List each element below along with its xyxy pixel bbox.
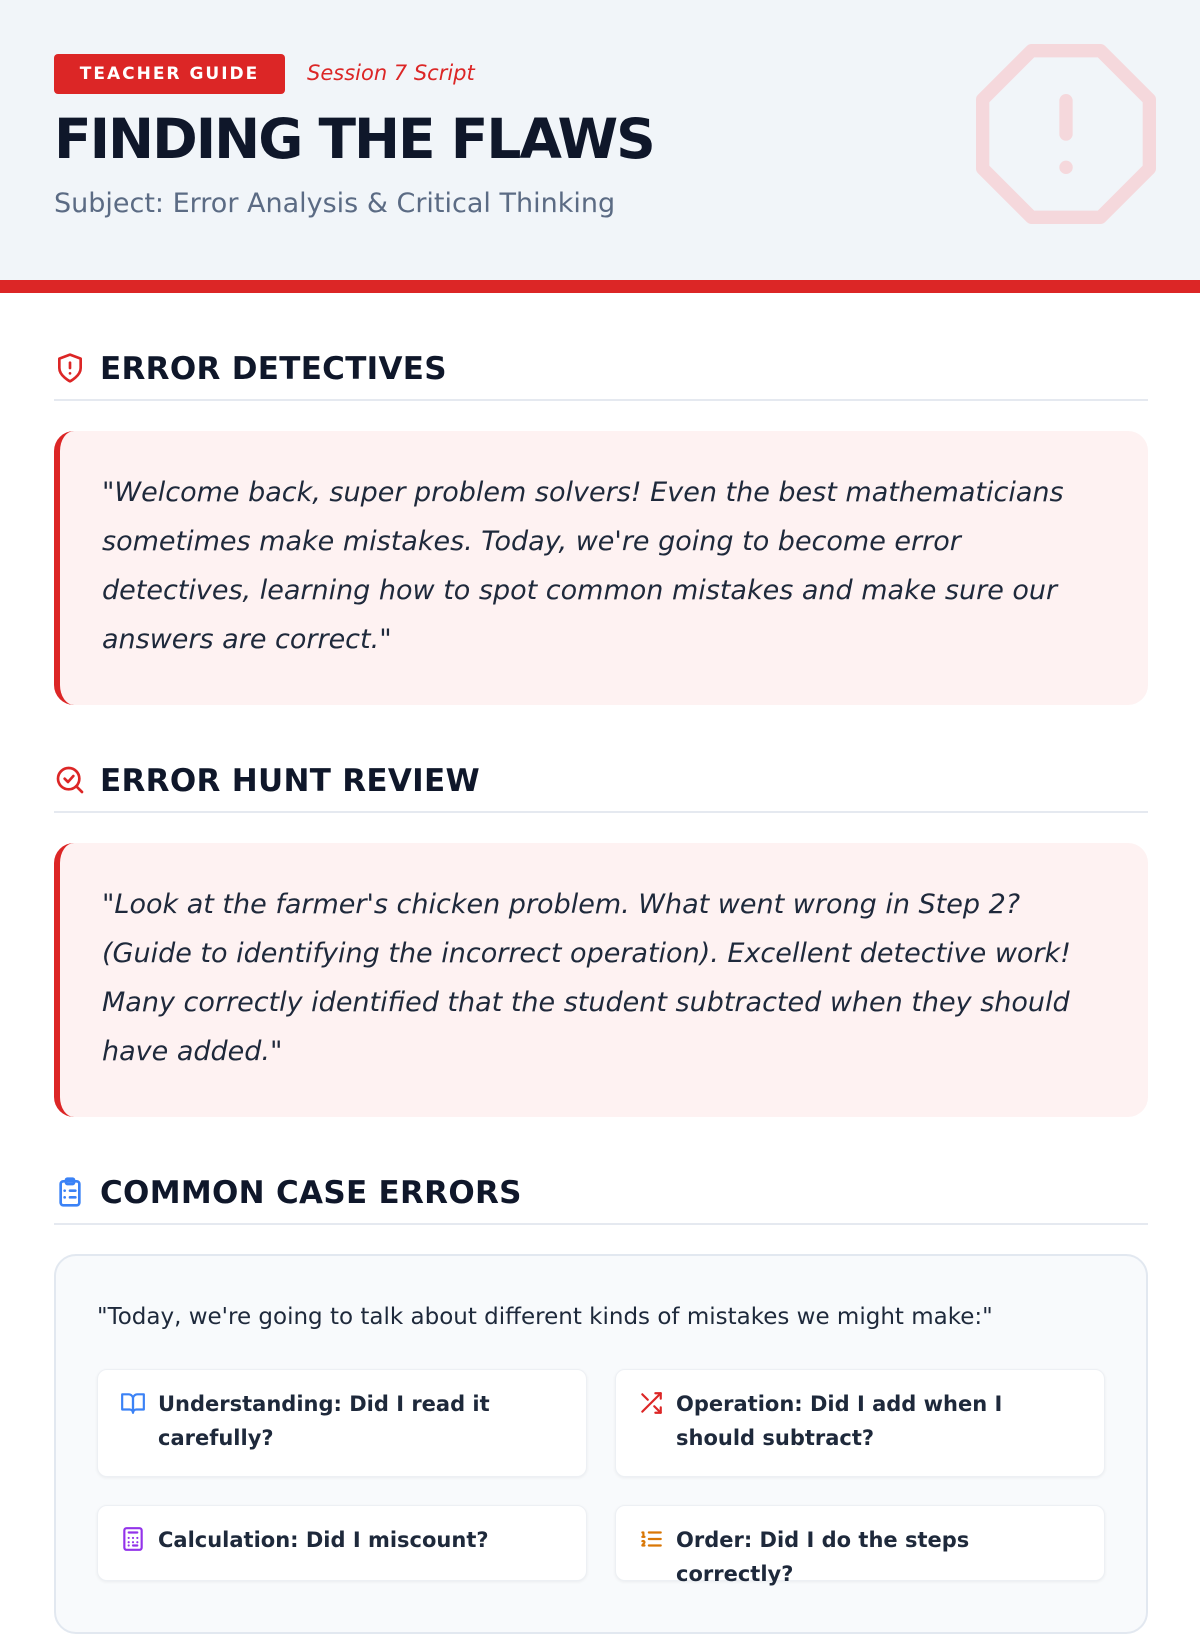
shield-alert-icon — [54, 352, 86, 384]
error-type-label: Calculation: Did I miscount? — [158, 1528, 489, 1552]
header-accent-bar — [0, 280, 1200, 293]
error-type-item — [615, 1369, 1105, 1477]
calculator-icon — [120, 1526, 146, 1552]
error-types-intro: "Today, we're going to talk about different kinds of mistakes we might make:" — [97, 1304, 993, 1330]
script-quote-card — [54, 431, 1148, 705]
page-subject: Subject: Error Analysis & Critical Thinking — [54, 188, 616, 219]
search-check-icon — [54, 764, 86, 796]
script-quote-text: "Look at the farmer's chicken problem. What went wrong in Step 2? (Guide to identifying the incorrect operation). Excellent detective work! Many correctly identified that the student subtracted when they should have added." — [102, 889, 1071, 1067]
section-heading-common-case-errors — [54, 1175, 1148, 1225]
error-type-label: Operation: Did I add when I should subtract? — [676, 1392, 1003, 1450]
page-header — [0, 0, 1200, 282]
error-type-item — [97, 1505, 587, 1581]
page-title: FINDING THE FLAWS — [54, 107, 654, 171]
error-type-item — [615, 1505, 1105, 1586]
section-title: ERROR HUNT REVIEW — [100, 763, 480, 799]
section-title: ERROR DETECTIVES — [100, 351, 447, 387]
script-quote-card — [54, 843, 1148, 1117]
octagon-alert-icon — [966, 34, 1166, 234]
clipboard-list-icon — [54, 1176, 86, 1208]
list-ordered-icon — [638, 1526, 664, 1552]
section-heading-error-detectives — [54, 351, 1148, 401]
session-label: Session 7 Script — [307, 61, 475, 85]
teacher-guide-badge: TEACHER GUIDE — [54, 54, 285, 94]
error-type-label: Understanding: Did I read it carefully? — [158, 1392, 490, 1450]
book-open-icon — [120, 1390, 146, 1416]
section-heading-error-hunt-review — [54, 763, 1148, 813]
script-quote-text: "Welcome back, super problem solvers! Even the best mathematicians sometimes make mistakes. Today, we're going to become error detectives, learning how to spot common mistakes and make sure our answers are correct." — [102, 477, 1064, 655]
shuffle-icon — [638, 1390, 664, 1416]
error-type-item — [97, 1369, 587, 1477]
error-types-card — [54, 1254, 1148, 1634]
section-title: COMMON CASE ERRORS — [100, 1175, 522, 1211]
error-type-label: Order: Did I do the steps correctly? — [676, 1528, 970, 1586]
